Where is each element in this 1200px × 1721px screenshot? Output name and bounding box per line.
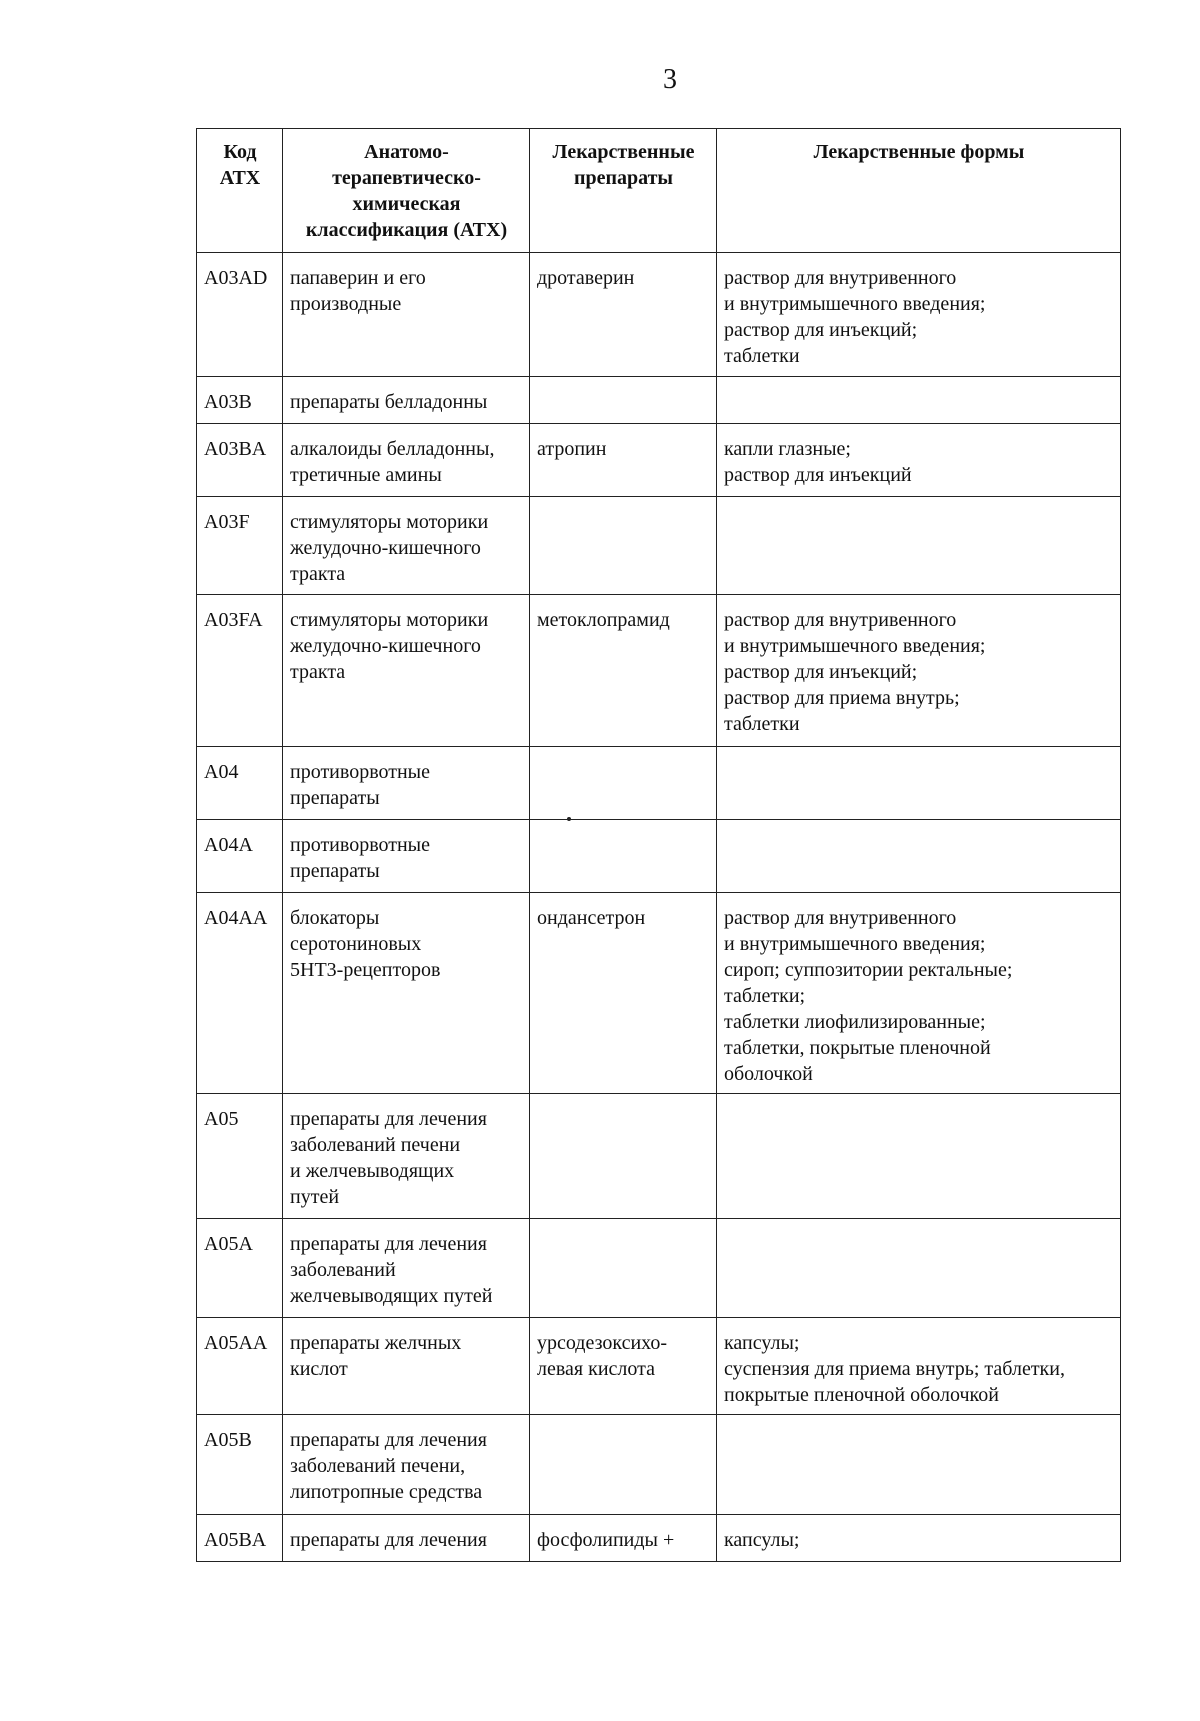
cell-code: A03FA <box>197 595 283 747</box>
header-forms: Лекарственные формы <box>717 129 1121 253</box>
cell-classification: препараты белладонны <box>283 377 530 424</box>
table-row <box>197 595 1121 747</box>
table-row <box>197 424 1121 497</box>
cell-code: A05 <box>197 1094 283 1219</box>
cell-forms: раствор для внутривенного и внутримышечного введения; раствор для инъекций; раствор для приема внутрь; таблетки <box>717 595 1121 747</box>
table-row <box>197 1515 1121 1562</box>
cell-forms <box>717 1094 1121 1219</box>
cell-code: A05BA <box>197 1515 283 1562</box>
cell-classification: стимуляторы моторики желудочно-кишечного тракта <box>283 595 530 747</box>
cell-drug: атропин <box>530 424 717 497</box>
cell-code: A04 <box>197 747 283 820</box>
cell-forms: капли глазные; раствор для инъекций <box>717 424 1121 497</box>
header-drugs: Лекарственные препараты <box>530 129 717 253</box>
cell-classification: препараты для лечения заболеваний печени и желчевыводящих путей <box>283 1094 530 1219</box>
cell-code: A04A <box>197 820 283 893</box>
cell-classification: препараты желчных кислот <box>283 1318 530 1415</box>
cell-classification: папаверин и его производные <box>283 253 530 377</box>
cell-classification: блокаторы серотониновых 5HT3-рецепторов <box>283 893 530 1094</box>
table-header-row <box>197 129 1121 253</box>
table-row <box>197 893 1121 1094</box>
cell-code: A03BA <box>197 424 283 497</box>
cell-forms <box>717 1219 1121 1318</box>
cell-code: A03AD <box>197 253 283 377</box>
page-number: 3 <box>663 64 677 95</box>
cell-forms: капсулы; суспензия для приема внутрь; таблетки, покрытые пленочной оболочкой <box>717 1318 1121 1415</box>
table-row <box>197 253 1121 377</box>
cell-forms: раствор для внутривенного и внутримышечного введения; раствор для инъекций; таблетки <box>717 253 1121 377</box>
cell-code: A04AA <box>197 893 283 1094</box>
cell-drug <box>530 377 717 424</box>
cell-forms: капсулы; <box>717 1515 1121 1562</box>
cell-drug <box>530 820 717 893</box>
cell-forms <box>717 1415 1121 1515</box>
cell-drug: метоклопрамид <box>530 595 717 747</box>
cell-code: A03B <box>197 377 283 424</box>
cell-drug: ондансетрон <box>530 893 717 1094</box>
cell-classification: препараты для лечения заболеваний желчевыводящих путей <box>283 1219 530 1318</box>
cell-classification: алкалоиды белладонны, третичные амины <box>283 424 530 497</box>
cell-drug <box>530 1415 717 1515</box>
table-row <box>197 377 1121 424</box>
header-classification: Анатомо- терапевтическо- химическая классификация (АТХ) <box>283 129 530 253</box>
cell-classification: препараты для лечения заболеваний печени, липотропные средства <box>283 1415 530 1515</box>
cell-forms <box>717 377 1121 424</box>
cell-forms <box>717 820 1121 893</box>
header-code: Код АТХ <box>197 129 283 253</box>
cell-code: A05A <box>197 1219 283 1318</box>
cell-code: A05AA <box>197 1318 283 1415</box>
cell-classification: стимуляторы моторики желудочно-кишечного тракта <box>283 497 530 595</box>
cell-classification: противорвотные препараты <box>283 747 530 820</box>
table-row <box>197 820 1121 893</box>
cell-drug: дротаверин <box>530 253 717 377</box>
table-row <box>197 1318 1121 1415</box>
cell-drug: урсодезоксихо- левая кислота <box>530 1318 717 1415</box>
cell-forms <box>717 497 1121 595</box>
atx-drug-table <box>196 128 1121 1562</box>
table-row <box>197 747 1121 820</box>
cell-drug <box>530 497 717 595</box>
cell-classification: препараты для лечения <box>283 1515 530 1562</box>
cell-forms <box>717 747 1121 820</box>
table-row <box>197 1094 1121 1219</box>
table-row <box>197 1415 1121 1515</box>
cell-drug <box>530 1219 717 1318</box>
cell-classification: противорвотные препараты <box>283 820 530 893</box>
cell-drug <box>530 1094 717 1219</box>
scan-dot-mark <box>567 817 571 821</box>
cell-forms: раствор для внутривенного и внутримышечного введения; сироп; суппозитории ректальные; таблетки; таблетки лиофилизированные; таблетки, покрытые пленочной оболочкой <box>717 893 1121 1094</box>
cell-code: A03F <box>197 497 283 595</box>
cell-drug: фосфолипиды + <box>530 1515 717 1562</box>
table-row <box>197 497 1121 595</box>
table-row <box>197 1219 1121 1318</box>
cell-drug <box>530 747 717 820</box>
cell-code: A05B <box>197 1415 283 1515</box>
